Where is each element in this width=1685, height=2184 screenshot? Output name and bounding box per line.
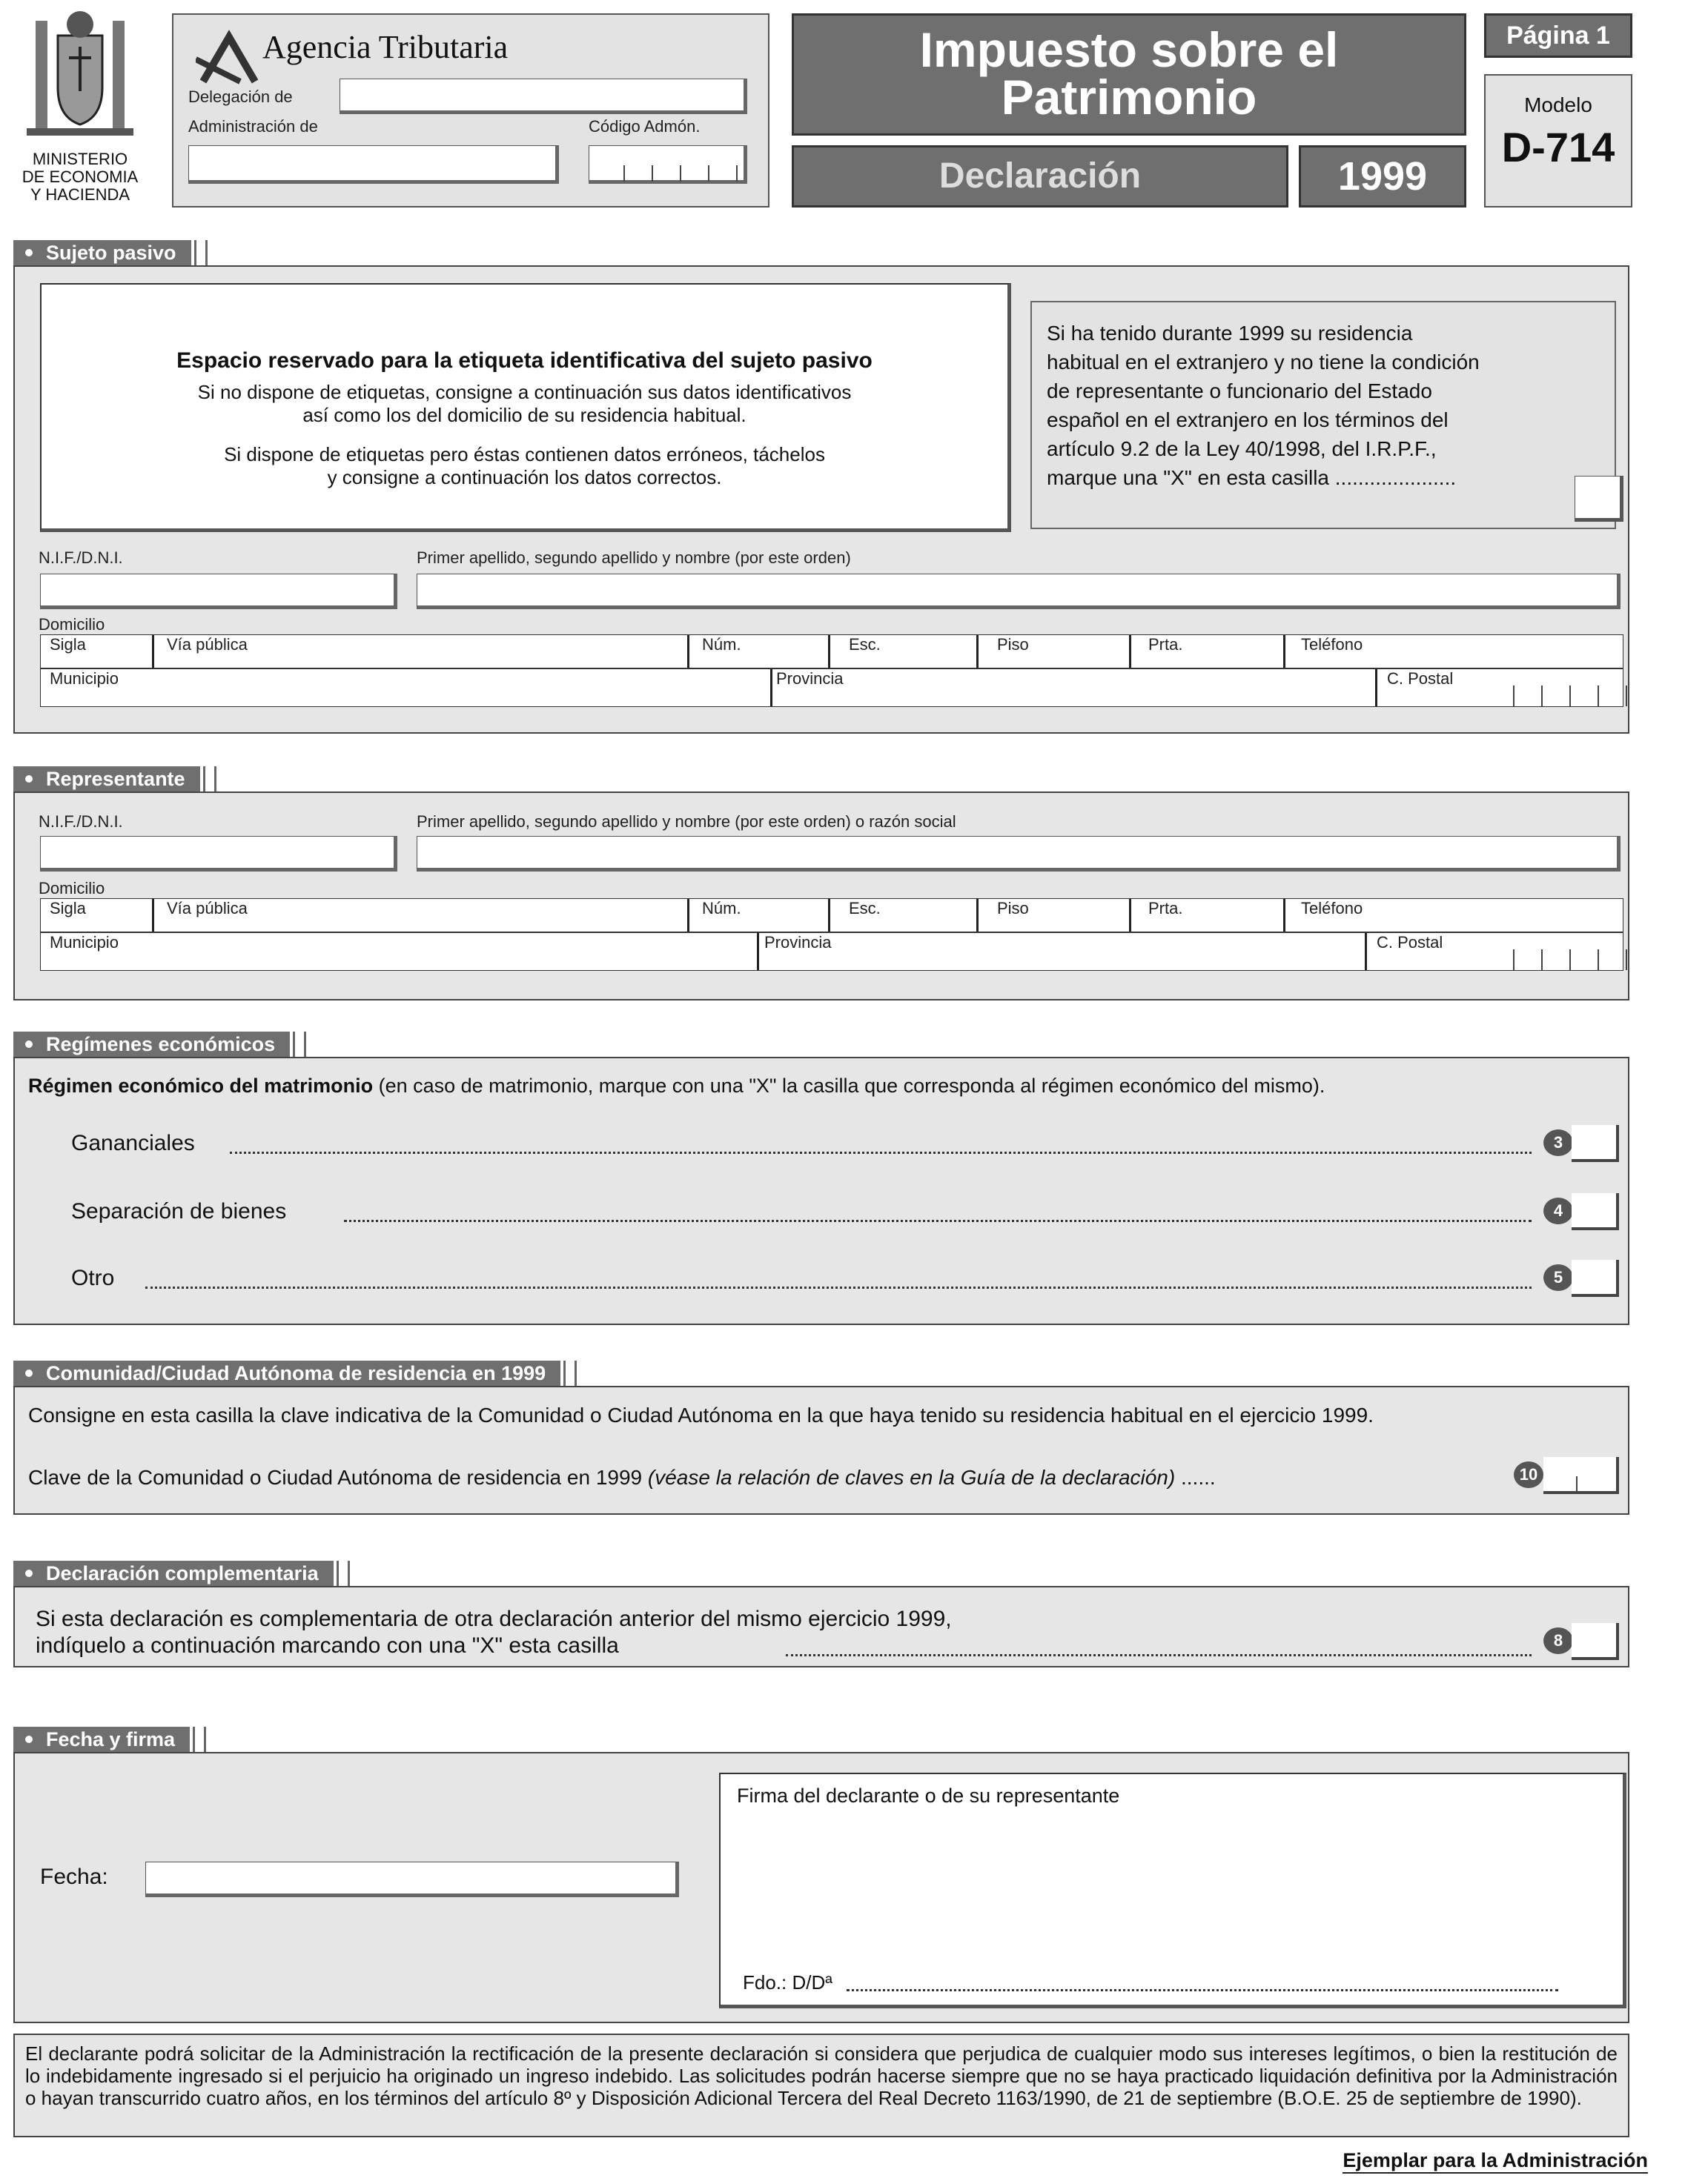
box-number-badge: 3 [1543, 1129, 1573, 1156]
num-label: Núm. [702, 899, 741, 917]
num-label: Núm. [702, 635, 741, 654]
signature-box[interactable] [719, 1773, 1626, 2008]
sujeto-address-row [40, 634, 1623, 668]
code-digit-ticks [1549, 1476, 1578, 1491]
footer-notice [13, 2034, 1629, 2137]
divider [828, 635, 830, 668]
telefono-label: Teléfono [1301, 899, 1363, 917]
rep-name-field[interactable] [417, 836, 1621, 872]
administracion-field[interactable] [188, 145, 559, 184]
divider [1365, 933, 1367, 970]
sigla-label: Sigla [50, 635, 86, 654]
divider [687, 635, 689, 668]
sujeto-municipio-row [40, 668, 1623, 707]
option-gananciales-checkbox[interactable] [1572, 1125, 1619, 1162]
via-label: Vía pública [167, 899, 248, 917]
regimen-intro [28, 1075, 1325, 1098]
modelo-box [1484, 74, 1632, 208]
municipio-label: Municipio [50, 669, 119, 688]
codigo-label: Código Admón. [589, 117, 701, 136]
regimenes-panel [13, 1057, 1629, 1325]
label-area-text-3: Si dispone de etiquetas pero éstas contienen datos erróneos, táchelos [224, 443, 825, 465]
box-number-badge: 8 [1543, 1627, 1573, 1654]
sujeto-nif-field[interactable] [40, 574, 397, 609]
comunidad-code-field[interactable] [1543, 1457, 1619, 1494]
regimen-intro-bold: Régimen económico del matrimonio [28, 1075, 374, 1097]
sigla-label: Sigla [50, 899, 86, 917]
option-otro-label: Otro [71, 1266, 115, 1290]
prta-label: Prta. [1148, 635, 1183, 654]
section-tab-regimenes: Regímenes económicos [13, 1032, 290, 1057]
complementaria-line-2: indíquelo a continuación marcando con una "X" esta casilla [36, 1633, 619, 1658]
ejemplar-label: Ejemplar para la Administración [1343, 2149, 1648, 2174]
leader-dots [344, 1220, 1532, 1222]
rep-municipio-row [40, 932, 1623, 971]
fdo-label: Fdo.: D/Dª [743, 1971, 832, 1994]
sujeto-panel [13, 265, 1629, 734]
label-area-text-1: Si no dispone de etiquetas, consigne a continuación sus datos identificativos [197, 381, 852, 403]
firma-panel [13, 1752, 1629, 2023]
label-area-text-4: y consigne a continuación los datos correctos. [327, 466, 722, 488]
cpostal-label: C. Postal [1377, 933, 1443, 952]
label-area-title: Espacio reservado para la etiqueta identificativa del sujeto pasivo [176, 348, 873, 373]
residence-line-3: de representante o funcionario del Estado [1047, 379, 1432, 402]
ministry-name: MINISTERIO DE ECONOMIA Y HACIENDA [21, 150, 139, 204]
sujeto-nif-label: N.I.F./D.N.I. [39, 548, 123, 567]
complementaria-checkbox[interactable] [1572, 1623, 1619, 1660]
divider [976, 635, 979, 668]
year-box: 1999 [1299, 145, 1466, 208]
divider [757, 933, 759, 970]
piso-label: Piso [997, 899, 1029, 917]
provincia-label: Provincia [776, 669, 844, 688]
divider [152, 899, 154, 932]
leader-dots [145, 1287, 1532, 1289]
complementaria-panel [13, 1586, 1629, 1667]
ministry-logo [6, 6, 154, 206]
codigo-field[interactable] [589, 145, 747, 184]
section-tab-sujeto: Sujeto pasivo [13, 240, 191, 265]
sujeto-domicilio-label: Domicilio [39, 615, 105, 634]
esc-label: Esc. [849, 635, 881, 654]
codigo-digit-ticks [597, 165, 738, 182]
residence-line-6: marque una "X" en esta casilla ..................... [1047, 466, 1457, 489]
residence-line-1: Si ha tenido durante 1999 su residencia [1047, 322, 1413, 345]
comunidad-line-1: Consigne en esta casilla la clave indicativa de la Comunidad o Ciudad Autónoma en la que haya tenido su residencia habitual en el ejercicio 1999. [28, 1404, 1374, 1427]
municipio-label: Municipio [50, 933, 119, 952]
delegacion-field[interactable] [340, 79, 747, 114]
leader-dots [786, 1654, 1532, 1656]
section-tab-comunidad: Comunidad/Ciudad Autónoma de residencia en 1999 [13, 1361, 560, 1386]
divider [1129, 635, 1131, 668]
label-area-text-2: así como los del domicilio de su residencia habitual. [302, 404, 747, 426]
divider [1129, 899, 1131, 932]
administracion-label: Administración de [188, 117, 318, 136]
label-reserved-area [40, 283, 1011, 532]
sujeto-name-field[interactable] [417, 574, 1621, 609]
esc-label: Esc. [849, 899, 881, 917]
divider [828, 899, 830, 932]
modelo-code: D-714 [1501, 124, 1615, 170]
agency-name: Agencia Tributaria [262, 29, 509, 65]
section-tab-complementaria: Declaración complementaria [13, 1561, 334, 1586]
residence-line-2: habitual en el extranjero y no tiene la condición [1047, 351, 1480, 374]
divider [976, 899, 979, 932]
box-number-badge: 10 [1514, 1461, 1543, 1488]
divider [687, 899, 689, 932]
leader-dots [230, 1152, 1532, 1154]
option-gananciales-label: Gananciales [71, 1131, 195, 1155]
option-separacion-label: Separación de bienes [71, 1199, 287, 1224]
residence-line-5: artículo 9.2 de la Ley 40/1998, del I.R.P.F., [1047, 437, 1437, 460]
prta-label: Prta. [1148, 899, 1183, 917]
sujeto-name-label: Primer apellido, segundo apellido y nombre (por este orden) [417, 548, 851, 567]
title-line-2: Patrimonio [1001, 70, 1257, 125]
fecha-label: Fecha: [40, 1865, 108, 1889]
footer-text: El declarante podrá solicitar de la Administración la rectificación de la presente declaración si considera que perjudica de cualquier modo sus intereses legítimos, o bien la restitución de lo indebidamente ingresado si el perjuicio ha originado un ingreso indebido. Las solicitudes podrán hacerse siempre que no se haya practicado liquidación definitiva por la Administración o hayan transcurrido cuatro años, en los términos del artículo 8º y Disposición Adicional Tercera del Real Decreto 1163/1990, de 21 de septiembre (B.O.E. 25 de septiembre de 1990). [25, 2042, 1618, 2109]
piso-label: Piso [997, 635, 1029, 654]
divider [770, 669, 772, 706]
option-separacion-checkbox[interactable] [1572, 1193, 1619, 1230]
residence-checkbox[interactable] [1575, 476, 1623, 522]
title-line-1: Impuesto sobre el [919, 22, 1339, 77]
residence-line-4: español en el extranjero en los términos del [1047, 408, 1449, 431]
option-otro-checkbox[interactable] [1572, 1260, 1619, 1297]
cpostal-digit-ticks [1486, 686, 1627, 706]
rep-address-row [40, 898, 1623, 932]
delegacion-label: Delegación de [188, 87, 293, 106]
modelo-label: Modelo [1524, 93, 1592, 116]
box-number-badge: 5 [1543, 1264, 1573, 1291]
fecha-field[interactable] [145, 1862, 679, 1897]
cpostal-digit-ticks [1486, 949, 1627, 970]
comunidad-line-2: Clave de la Comunidad o Ciudad Autónoma de residencia en 1999 (véase la relación de claves en la Guía de la declaración) ...... [28, 1466, 1216, 1489]
divider [1283, 899, 1285, 932]
provincia-label: Provincia [764, 933, 832, 952]
section-tab-representante: Representante [13, 766, 200, 791]
agency-logo-icon [196, 30, 262, 89]
comunidad-panel [13, 1386, 1629, 1515]
representante-panel [13, 791, 1629, 1000]
declaracion-box: Declaración [792, 145, 1288, 208]
rep-domicilio-label: Domicilio [39, 879, 105, 897]
signature-label: Firma del declarante o de su representante [737, 1785, 1120, 1807]
divider [1375, 669, 1377, 706]
box-number-badge: 4 [1543, 1198, 1573, 1224]
divider [1283, 635, 1285, 668]
rep-nif-label: N.I.F./D.N.I. [39, 812, 123, 831]
leader-dots [847, 1989, 1558, 1991]
agency-box [172, 13, 769, 208]
section-tab-firma: Fecha y firma [13, 1727, 190, 1752]
rep-nif-field[interactable] [40, 836, 397, 872]
complementaria-line-1: Si esta declaración es complementaria de otra declaración anterior del mismo ejercicio 1999, [36, 1607, 952, 1631]
cpostal-label: C. Postal [1387, 669, 1454, 688]
pagina-box: Página 1 [1484, 13, 1632, 58]
divider [152, 635, 154, 668]
telefono-label: Teléfono [1301, 635, 1363, 654]
regimen-intro-rest: (en caso de matrimonio, marque con una "X" la casilla que corresponda al régimen económico del mismo). [373, 1075, 1325, 1097]
coat-of-arms-icon [6, 6, 154, 147]
via-label: Vía pública [167, 635, 248, 654]
residence-box [1030, 301, 1616, 529]
title-box [792, 13, 1466, 136]
rep-name-label: Primer apellido, segundo apellido y nombre (por este orden) o razón social [417, 812, 956, 831]
